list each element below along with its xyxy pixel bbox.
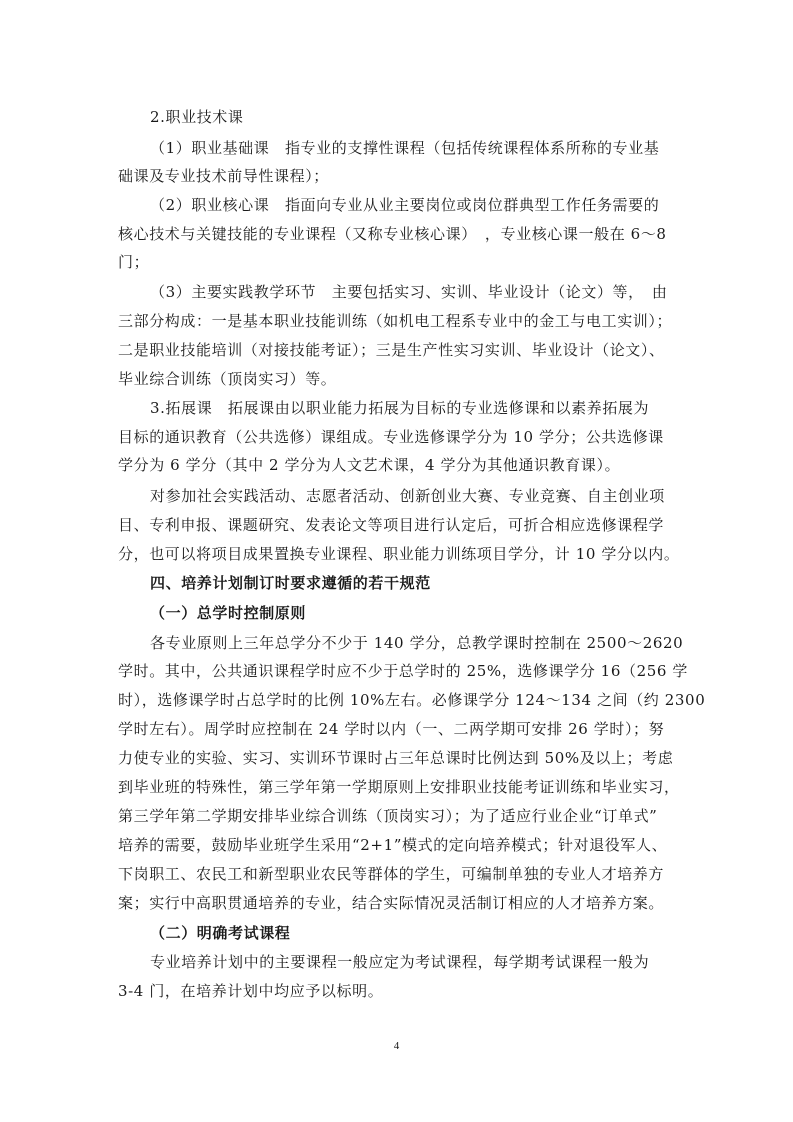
paragraph-line: 第三学年第二学期安排毕业综合训练（顶岗实习）；为了适应行业企业“订单式” [118,807,658,825]
paragraph-line: 毕业综合训练（顶岗实习）等。 [118,370,337,388]
paragraph-line: 下岗职工、农民工和新型职业农民等群体的学生，可编制单独的专业人才培养方 [118,865,665,883]
paragraph-line: 时），选修课学时占总学时的比例 10%左右。必修课学分 124～134 之间（约 2300 [118,691,706,709]
subsection-heading-exam-courses: （二）明确考试课程 [150,924,291,942]
paragraph-line: （2）职业核心课 指面向专业从业主要岗位或岗位群典型工作任务需要的 [150,196,660,214]
section-heading-standards: 四、培养计划制订时要求遵循的若干规范 [150,574,431,592]
paragraph-line: 案；实行中高职贯通培养的专业，结合实际情况灵活制订相应的人才培养方案。 [118,894,665,912]
paragraph-line: 三部分构成：一是基本职业技能训练（如机电工程系专业中的金工与电工实训）； [118,312,673,330]
page-number: 4 [393,1040,400,1052]
paragraph-line: 目、专利申报、课题研究、发表论文等项目进行认定后，可折合相应选修课程学 [118,516,665,534]
paragraph-line: 学分为 6 学分（其中 2 学分为人文艺术课，4 学分为其他通识教育课）。 [118,456,621,474]
paragraph-line: 核心技术与关键技能的专业课程（又称专业核心课） ，专业核心课一般在 6～8 [118,225,667,243]
paragraph-line: 各专业原则上三年总学分不少于 140 学分，总教学课时控制在 2500～2620 [150,634,684,652]
section-heading-vocational-courses: 2.职业技术课 [150,108,244,126]
paragraph-line: 力使专业的实验、实习、实训环节课时占三年总课时比例达到 50%及以上；考虑 [118,749,674,767]
paragraph-line: 分，也可以将项目成果置换专业课程、职业能力训练项目学分，计 10 学分以内。 [118,545,680,563]
paragraph-line: （3）主要实践教学环节 主要包括实习、实训、毕业设计（论文）等， 由 [150,283,668,301]
paragraph-line: 门； [118,253,150,271]
paragraph-line: 3-4 门，在培养计划中均应予以标明。 [118,982,384,1000]
subsection-heading-total-hours: （一）总学时控制原则 [150,604,307,622]
paragraph-line: 目标的通识教育（公共选修）课组成。专业选修课学分为 10 学分；公共选修课 [118,428,664,446]
paragraph-line: 3.拓展课 拓展课由以职业能力拓展为目标的专业选修课和以素养拓展为 [150,399,650,417]
paragraph-line: 到毕业班的特殊性，第三学年第一学期原则上安排职业技能考证训练和毕业实习， [118,778,680,796]
paragraph-line: 二是职业技能培训（对接技能考证）；三是生产性实习实训、毕业设计（论文）、 [118,341,665,359]
paragraph-line: （1）职业基础课 指专业的支撑性课程（包括传统课程体系所称的专业基 [150,139,660,157]
paragraph-line: 专业培养计划中的主要课程一般应定为考试课程，每学期考试课程一般为 [150,953,650,971]
paragraph-line: 对参加社会实践活动、志愿者活动、创新创业大赛、专业竞赛、自主创业项 [150,487,665,505]
paragraph-line: 础课及专业技术前导性课程）； [118,167,329,185]
paragraph-line: 培养的需要，鼓励毕业班学生采用“2+1”模式的定向培养模式；针对退役军人、 [118,836,668,854]
paragraph-line: 学时左右）。周学时应控制在 24 学时以内（一、二两学期可安排 26 学时）；努 [118,720,665,738]
paragraph-line: 学时。其中，公共通识课程学时应不少于总学时的 25%，选修课学分 16（256 学 [118,662,688,680]
